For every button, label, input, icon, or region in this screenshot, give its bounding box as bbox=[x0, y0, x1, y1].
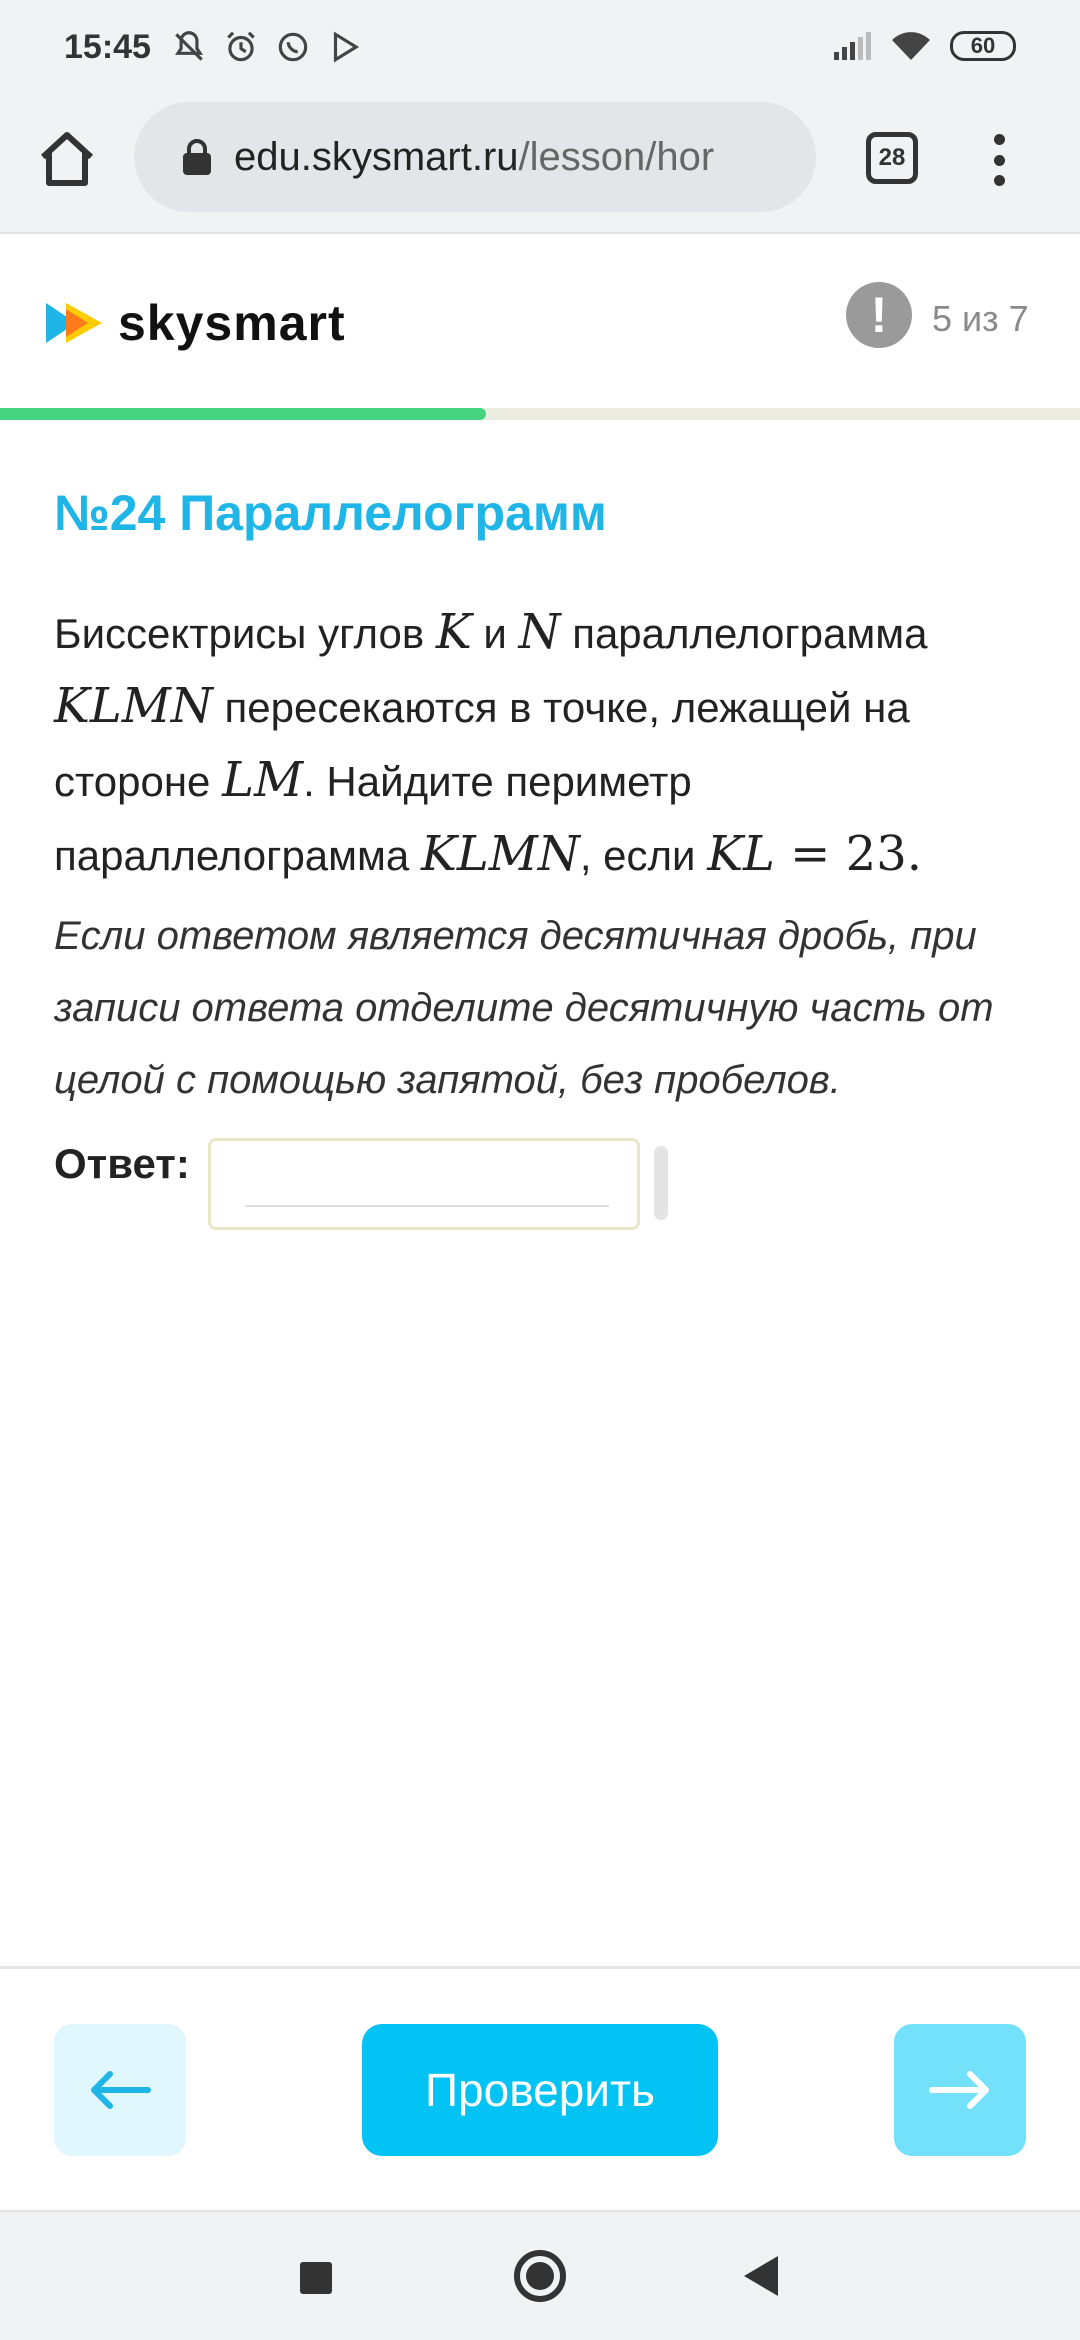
play-store-icon bbox=[326, 28, 364, 66]
whatsapp-icon bbox=[274, 28, 312, 66]
app-header bbox=[0, 236, 1080, 406]
browser-toolbar bbox=[0, 100, 1080, 234]
status-bar bbox=[0, 0, 1080, 100]
tab-count: 28 bbox=[878, 144, 906, 171]
notification-icons bbox=[170, 28, 364, 66]
statement-text: параллелограмма bbox=[560, 610, 928, 657]
statement-text: Биссектрисы углов bbox=[54, 610, 436, 657]
report-problem-icon[interactable]: ! bbox=[846, 282, 912, 348]
lock-icon bbox=[180, 137, 214, 177]
check-button[interactable]: Проверить bbox=[362, 2024, 718, 2156]
previous-button[interactable] bbox=[54, 2024, 186, 2156]
bell-off-icon bbox=[170, 28, 208, 66]
menu-dot-icon bbox=[994, 155, 1005, 166]
home-nav-icon[interactable] bbox=[514, 2250, 566, 2302]
url-text[interactable] bbox=[234, 135, 714, 180]
answer-input[interactable] bbox=[245, 1155, 605, 1207]
answer-underline bbox=[245, 1205, 609, 1207]
math-var: N bbox=[518, 604, 561, 660]
progress-bar-fill bbox=[0, 408, 486, 420]
address-bar[interactable] bbox=[134, 102, 816, 212]
menu-dot-icon bbox=[994, 134, 1005, 145]
home-button[interactable] bbox=[30, 122, 104, 196]
url-host: edu.skysmart.ru bbox=[234, 134, 519, 179]
statement-text: пересекаются в точке, лежащей на стороне bbox=[54, 684, 910, 805]
progress-bar bbox=[0, 408, 1080, 420]
statement-text: и bbox=[471, 610, 519, 657]
signal-icon bbox=[832, 30, 872, 62]
battery-icon bbox=[950, 31, 1016, 61]
answer-label: Ответ: bbox=[54, 1140, 190, 1187]
wifi-icon bbox=[890, 30, 932, 62]
input-side-handle bbox=[654, 1146, 668, 1220]
math-var: K bbox=[435, 604, 472, 660]
math-var: KLMN bbox=[54, 678, 213, 734]
home-icon bbox=[37, 131, 97, 187]
url-path: /lesson/hor bbox=[518, 134, 715, 179]
math-var: KL bbox=[707, 826, 775, 882]
arrow-left-icon bbox=[88, 2070, 152, 2110]
answer-field[interactable] bbox=[208, 1138, 640, 1230]
math-var: LM bbox=[222, 752, 304, 808]
back-nav-icon[interactable] bbox=[744, 2256, 778, 2296]
arrow-right-icon bbox=[928, 2070, 992, 2110]
task-title: №24 Параллелограмм bbox=[54, 485, 607, 541]
browser-menu-button[interactable] bbox=[984, 130, 1014, 190]
math-var: KLMN bbox=[420, 826, 580, 882]
math-equation: = 23. bbox=[774, 826, 922, 882]
task-statement bbox=[54, 596, 1034, 892]
footer-divider bbox=[0, 1966, 1080, 1969]
tabs-button[interactable] bbox=[866, 132, 918, 184]
next-button[interactable] bbox=[894, 2024, 1026, 2156]
statement-text: , если bbox=[579, 832, 708, 879]
recents-icon[interactable] bbox=[300, 2262, 332, 2294]
system-icons bbox=[832, 30, 1016, 62]
logo-text: skysmart bbox=[118, 295, 346, 351]
home-nav-dot bbox=[526, 2262, 554, 2290]
battery-level: 60 bbox=[970, 33, 996, 58]
skysmart-logo[interactable] bbox=[44, 294, 346, 352]
statement-text: . Найдите периметр параллелограмма bbox=[54, 758, 692, 879]
skysmart-logo-icon bbox=[44, 299, 104, 347]
status-time: 15:45 bbox=[64, 28, 151, 66]
task-progress-text: 5 из 7 bbox=[932, 298, 1029, 339]
alarm-icon bbox=[222, 28, 260, 66]
answer-hint: Если ответом является десятичная дробь, при записи ответа отделите десятичную часть от целой с помощью запятой, без пробелов. bbox=[54, 914, 994, 1102]
menu-dot-icon bbox=[994, 175, 1005, 186]
system-nav-bar bbox=[0, 2210, 1080, 2340]
